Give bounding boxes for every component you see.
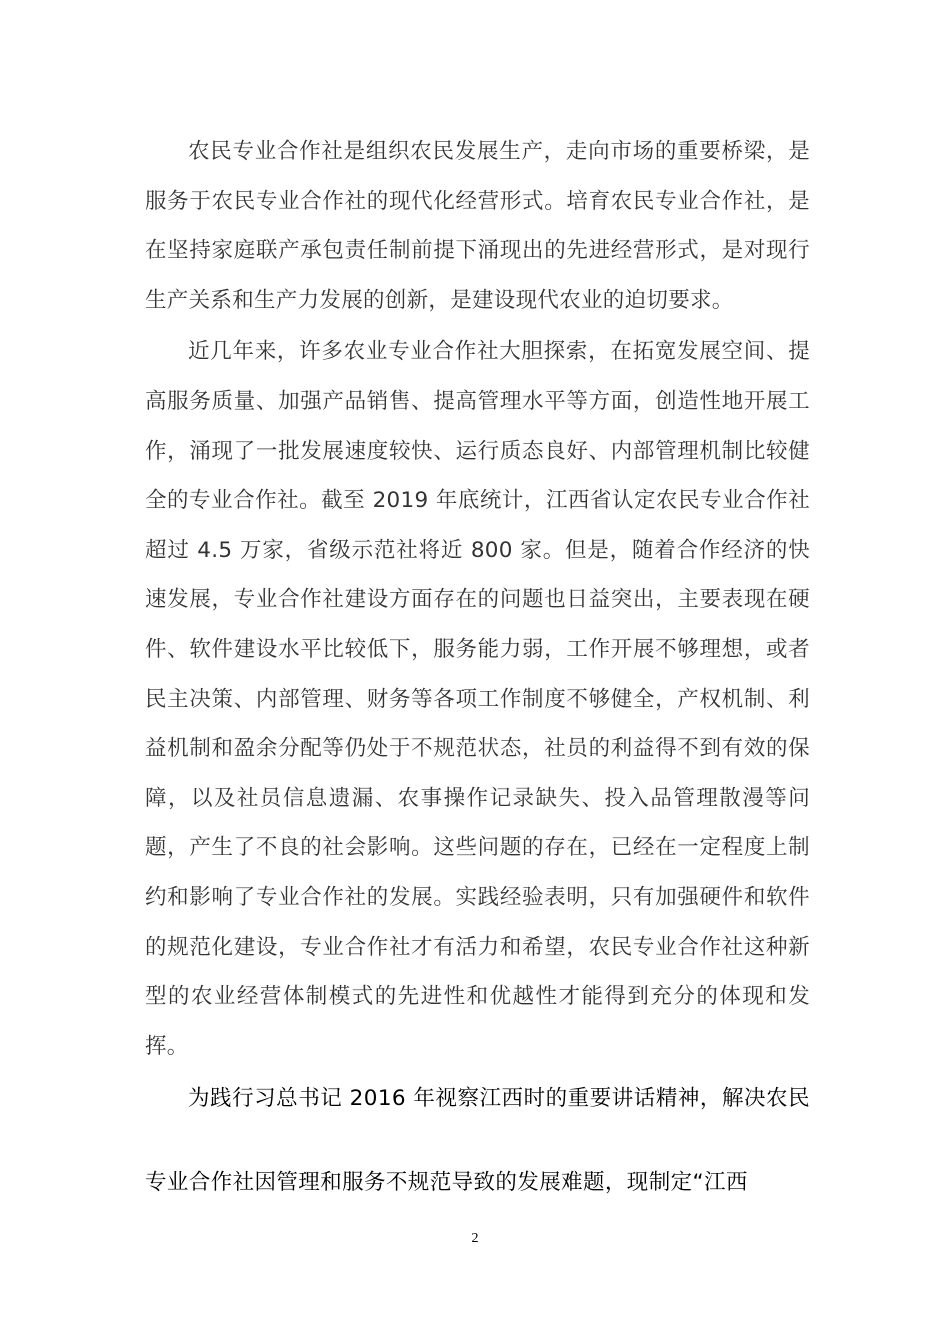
- document-body: [145, 127, 810, 1225]
- page-number: 2: [471, 1231, 479, 1246]
- paragraph-development-status: 近几年来，许多农业专业合作社大胆探索，在拓宽发展空间、提高服务质量、加强产品销售、提高管理水平等方面，创造性地开展工作，涌现了一批发展速度较快、运行质态良好、内部管理机制比较健全的专业合作社。截至 2019 年底统计，江西省认定农民专业合作社超过 4.5 万家，省级示范社将近 800 家。但是，随着合作经济的快速发展，专业合作社建设方面存在的问题也日益突出，主要表现在硬件、软件建设水平比较低下，服务能力弱，工作开展不够理想，或者民主决策、内部管理、财务等各项工作制度不够健全，产权机制、利益机制和盈余分配等仍处于不规范状态，社员的利益得不到有效的保障，以及社员信息遗漏、农事操作记录缺失、投入品管理散漫等问题，产生了不良的社会影响。这些问题的存在，已经在一定程度上制约和影响了专业合作社的发展。实践经验表明，只有加强硬件和软件的规范化建设，专业合作社才有活力和希望，农民专业合作社这种新型的农业经营体制模式的先进性和优越性才能得到充分的体现和发挥。: [145, 339, 810, 1059]
- paragraph-purpose-statement: 为践行习总书记 2016 年视察江西时的重要讲话精神，解决农民专业合作社因管理和服务不规范导致的发展难题，现制定“江西: [145, 1086, 810, 1196]
- paragraph-cooperative-introduction: 农民专业合作社是组织农民发展生产，走向市场的重要桥梁，是服务于农民专业合作社的现代化经营形式。培育农民专业合作社，是在坚持家庭联产承包责任制前提下涌现出的先进经营形式，是对现行生产关系和生产力发展的创新，是建设现代农业的迫切要求。: [145, 139, 810, 313]
